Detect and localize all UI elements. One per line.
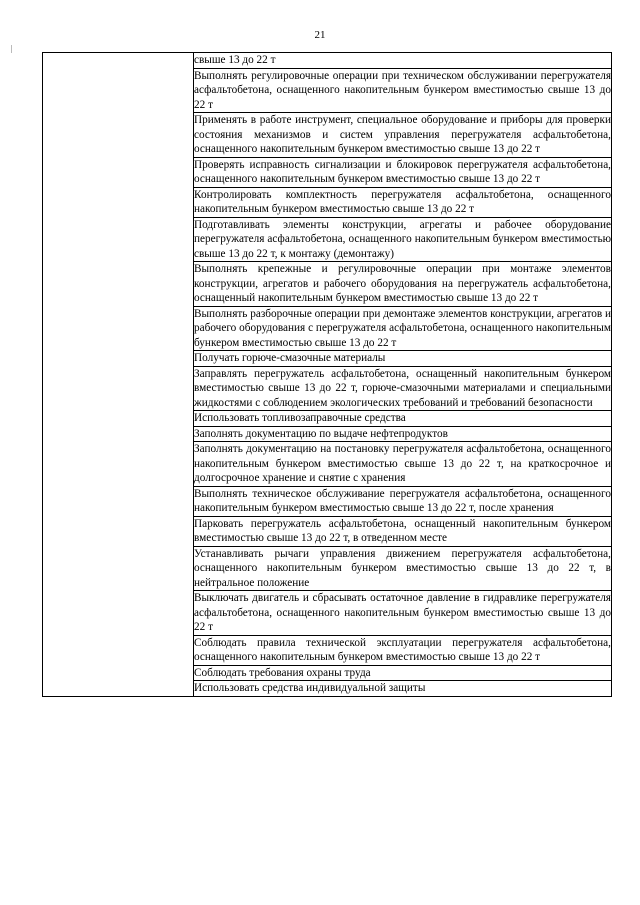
table-cell: свыше 13 до 22 т (194, 53, 612, 69)
table-cell: Устанавливать рычаги управления движением перегружателя асфальтобетона, оснащенного накопительным бункером вместимостью свыше 13 до 22 т, в нейтральное положение (194, 547, 611, 589)
skills-table (42, 52, 612, 697)
table-cell: Соблюдать правила технической эксплуатации перегружателя асфальтобетона, оснащенного накопительным бункером вместимостью свыше 13 до 22 т (194, 636, 611, 663)
table-cell: Использовать топливозаправочные средства (194, 411, 612, 427)
table-cell: Использовать средства индивидуальной защиты (194, 681, 612, 697)
page-number: 21 (314, 29, 326, 41)
table-cell: Соблюдать требования охраны труда (194, 665, 612, 681)
table-cell: Заполнять документацию по выдаче нефтепродуктов (194, 426, 612, 442)
table-cell: Контролировать комплектность перегружателя асфальтобетона, оснащенного накопительным бункером вместимостью свыше 13 до 22 т (194, 188, 611, 215)
left-column-cell (43, 53, 194, 697)
scan-edge-mark (11, 45, 12, 53)
table-cell: Парковать перегружатель асфальтобетона, оснащенный накопительным бункером вместимостью свыше 13 до 22 т, в отведенном месте (194, 517, 611, 544)
table-cell: Применять в работе инструмент, специальное оборудование и приборы для проверки состояния механизмов и систем управления перегружателя асфальтобетона, оснащенного накопительным бункером вместимостью свыше 13 до 22 т (194, 114, 611, 155)
table-cell: Получать горюче-смазочные материалы (194, 351, 612, 367)
table-cell: Заполнять документацию на постановку перегружателя асфальтобетона, оснащенного накопительным бункером вместимостью свыше 13 до 22 т, на краткосрочное и долгосрочное хранение и снятие с хранения (194, 443, 611, 484)
table-cell: Выполнять регулировочные операции при техническом обслуживании перегружателя асфальтобетона, оснащенного накопительным бункером вместимостью свыше 13 до 22 т (194, 69, 611, 111)
table-cell: Заправлять перегружатель асфальтобетона, оснащенный накопительным бункером вместимостью свыше 13 до 22 т, горюче-смазочными материалами и специальными жидкостями с соблюдением экологических требований и требований безопасности (194, 367, 611, 409)
table-cell: Выполнять разборочные операции при демонтаже элементов конструкции, агрегатов и рабочего оборудования с перегружателя асфальтобетона, оснащенного накопительным бункером вместимостью свыше 13 до 22 т (194, 307, 612, 349)
table-cell: Выключать двигатель и сбрасывать остаточное давление в гидравлике перегружателя асфальтобетона, оснащенного накопительным бункером вместимостью свыше 13 до 22 т (194, 592, 611, 633)
table-cell: Выполнять техническое обслуживание перегружателя асфальтобетона, оснащенного накопительным бункером вместимостью свыше 13 до 22 т, после хранения (194, 487, 611, 514)
table-cell: Подготавливать элементы конструкции, агрегаты и рабочее оборудование перегружателя асфальтобетона, оснащенного накопительным бункером вместимостью свыше 13 до 22 т, к монтажу (демонтажу) (194, 218, 611, 260)
table-cell: Проверять исправность сигнализации и блокировок перегружателя асфальтобетона, оснащенного накопительным бункером вместимостью свыше 13 до 22 т (194, 158, 611, 185)
table-cell: Выполнять крепежные и регулировочные операции при монтаже элементов конструкции, агрегатов и рабочего оборудования на перегружатель асфальтобетона, оснащенный накопительным бункером вместимостью свыше 13 до 22 т (194, 263, 611, 304)
table-row (43, 53, 612, 69)
